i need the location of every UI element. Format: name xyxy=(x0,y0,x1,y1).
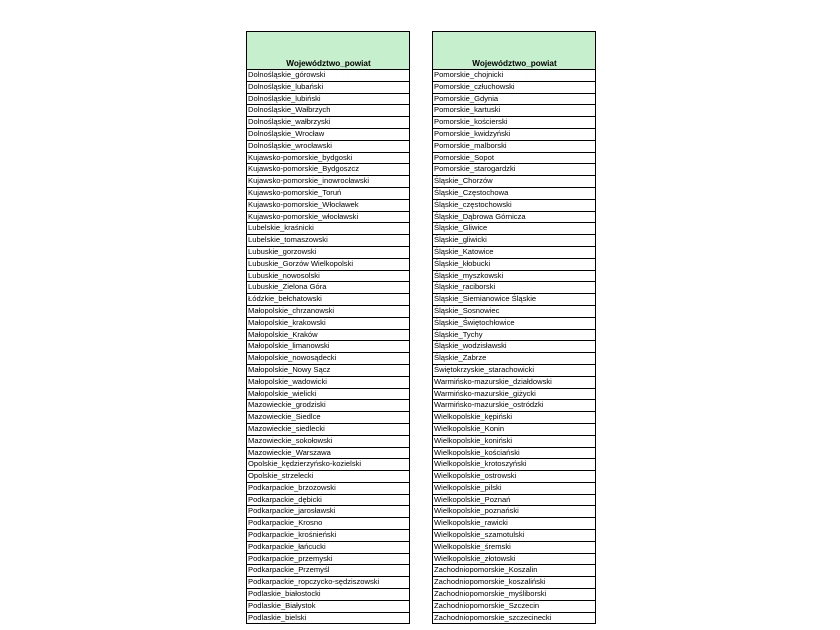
left-table-row xyxy=(247,187,410,199)
left-table-row xyxy=(247,412,410,424)
right-table-cell: Pomorskie_Gdynia xyxy=(433,93,596,105)
right-table-row xyxy=(433,187,596,199)
right-table-row xyxy=(433,235,596,247)
left-table-row xyxy=(247,164,410,176)
right-table-row xyxy=(433,364,596,376)
left-table-row xyxy=(247,317,410,329)
left-table-cell: Dolnośląskie_wałbrzyski xyxy=(247,117,410,129)
right-table-row xyxy=(433,282,596,294)
left-table-cell: Mazowieckie_Siedlce xyxy=(247,412,410,424)
left-table-row xyxy=(247,105,410,117)
right-table-cell: Zachodniopomorskie_Szczecin xyxy=(433,600,596,612)
right-table-cell: Warmińsko-mazurskie_giżycki xyxy=(433,388,596,400)
left-table-row xyxy=(247,435,410,447)
right-table-row xyxy=(433,600,596,612)
left-table-cell: Małopolskie_Nowy Sącz xyxy=(247,364,410,376)
left-table-row xyxy=(247,246,410,258)
right-table-row xyxy=(433,81,596,93)
left-table-cell: Podkarpackie_łańcucki xyxy=(247,541,410,553)
right-table-row xyxy=(433,423,596,435)
left-table-cell: Podkarpackie_brzozowski xyxy=(247,482,410,494)
right-table-row xyxy=(433,565,596,577)
right-table-row xyxy=(433,376,596,388)
left-table-row xyxy=(247,70,410,82)
right-table-cell: Śląskie_Katowice xyxy=(433,246,596,258)
right-table-row xyxy=(433,612,596,624)
left-table-row xyxy=(247,81,410,93)
left-table-cell: Dolnośląskie_lubiński xyxy=(247,93,410,105)
right-table-row xyxy=(433,128,596,140)
right-table-row xyxy=(433,164,596,176)
left-table-cell: Podkarpackie_krośnieński xyxy=(247,530,410,542)
right-table-cell: Wielkopolskie_poznański xyxy=(433,506,596,518)
right-table-cell: Wielkopolskie_kępiński xyxy=(433,412,596,424)
right-table-cell: Wielkopolskie_ostrowski xyxy=(433,471,596,483)
left-table-row xyxy=(247,329,410,341)
right-table-row xyxy=(433,246,596,258)
left-table-cell: Kujawsko-pomorskie_Toruń xyxy=(247,187,410,199)
right-table-cell: Wielkopolskie_rawicki xyxy=(433,518,596,530)
left-table-row xyxy=(247,506,410,518)
right-table xyxy=(432,31,596,624)
right-table-body xyxy=(433,70,596,624)
right-table-cell: Śląskie_raciborski xyxy=(433,282,596,294)
right-table-row xyxy=(433,471,596,483)
left-table-row xyxy=(247,294,410,306)
right-table-cell: Śląskie_częstochowski xyxy=(433,199,596,211)
left-table-row xyxy=(247,376,410,388)
left-table-row xyxy=(247,553,410,565)
left-table-row xyxy=(247,423,410,435)
right-table-row xyxy=(433,93,596,105)
right-table-cell: Pomorskie_człuchowski xyxy=(433,81,596,93)
left-table-row xyxy=(247,152,410,164)
right-table-row xyxy=(433,152,596,164)
left-table-cell: Podkarpackie_Przemyśl xyxy=(247,565,410,577)
right-table-cell: Wielkopolskie_krotoszyński xyxy=(433,459,596,471)
right-table-row xyxy=(433,223,596,235)
left-table-cell: Podkarpackie_przemyski xyxy=(247,553,410,565)
right-table-row xyxy=(433,518,596,530)
left-table-row xyxy=(247,128,410,140)
left-table-cell: Podkarpackie_jarosławski xyxy=(247,506,410,518)
left-table-row xyxy=(247,530,410,542)
right-table-cell: Zachodniopomorskie_Koszalin xyxy=(433,565,596,577)
right-table-row xyxy=(433,447,596,459)
left-table-row xyxy=(247,341,410,353)
right-table-row xyxy=(433,435,596,447)
left-table-row xyxy=(247,364,410,376)
left-table-cell: Podlaskie_białostocki xyxy=(247,589,410,601)
right-table-cell: Pomorskie_starogardzki xyxy=(433,164,596,176)
left-table-row xyxy=(247,589,410,601)
left-table-cell: Małopolskie_krakowski xyxy=(247,317,410,329)
right-table-row xyxy=(433,329,596,341)
left-table-row xyxy=(247,282,410,294)
right-table-cell: Śląskie_gliwicki xyxy=(433,235,596,247)
right-table-cell: Wielkopolskie_pilski xyxy=(433,482,596,494)
right-table-row xyxy=(433,482,596,494)
left-table-cell: Mazowieckie_Warszawa xyxy=(247,447,410,459)
right-table-cell: Wielkopolskie_szamotulski xyxy=(433,530,596,542)
left-table-row xyxy=(247,471,410,483)
left-table-row xyxy=(247,400,410,412)
left-table-row xyxy=(247,223,410,235)
right-table-row xyxy=(433,589,596,601)
right-table-row xyxy=(433,577,596,589)
left-table-cell: Podlaskie_bielski xyxy=(247,612,410,624)
right-table-row xyxy=(433,530,596,542)
right-table-row xyxy=(433,459,596,471)
right-table-row xyxy=(433,553,596,565)
right-table-row xyxy=(433,305,596,317)
right-column-header: Województwo_powiat xyxy=(433,32,596,70)
left-table-row xyxy=(247,258,410,270)
right-table-cell: Śląskie_Częstochowa xyxy=(433,187,596,199)
right-table-cell: Śląskie_Chorzów xyxy=(433,176,596,188)
right-table-cell: Pomorskie_kwidzyński xyxy=(433,128,596,140)
right-table-row xyxy=(433,388,596,400)
right-table-cell: Śląskie_Sosnowiec xyxy=(433,305,596,317)
right-table-row xyxy=(433,541,596,553)
right-table-row xyxy=(433,341,596,353)
left-table-cell: Podlaskie_Białystok xyxy=(247,600,410,612)
left-table-row xyxy=(247,565,410,577)
right-table-row xyxy=(433,258,596,270)
right-table-row xyxy=(433,270,596,282)
right-table-cell: Pomorskie_kościerski xyxy=(433,117,596,129)
left-table-cell: Kujawsko-pomorskie_inowrocławski xyxy=(247,176,410,188)
left-table-cell: Mazowieckie_siedlecki xyxy=(247,423,410,435)
right-table-row xyxy=(433,353,596,365)
left-table-row xyxy=(247,305,410,317)
left-table-cell: Dolnośląskie_wrocławski xyxy=(247,140,410,152)
left-table-row xyxy=(247,176,410,188)
left-table-cell: Łódzkie_bełchatowski xyxy=(247,294,410,306)
right-table-cell: Wielkopolskie_koniński xyxy=(433,435,596,447)
right-table-row xyxy=(433,211,596,223)
right-table-row xyxy=(433,294,596,306)
left-table-cell: Dolnośląskie_Wałbrzych xyxy=(247,105,410,117)
left-table-cell: Opolskie_kędzierzyńsko-kozielski xyxy=(247,459,410,471)
left-table-row xyxy=(247,211,410,223)
left-table-cell: Dolnośląskie_górowski xyxy=(247,70,410,82)
left-table-cell: Lubuskie_Gorzów Wielkopolski xyxy=(247,258,410,270)
right-table-row xyxy=(433,412,596,424)
left-table-cell: Lubelskie_tomaszowski xyxy=(247,235,410,247)
right-table-cell: Zachodniopomorskie_szczecinecki xyxy=(433,612,596,624)
left-table-cell: Kujawsko-pomorskie_włocławski xyxy=(247,211,410,223)
left-table-cell: Małopolskie_nowosądecki xyxy=(247,353,410,365)
right-table-cell: Warmińsko-mazurskie_ostródzki xyxy=(433,400,596,412)
left-table-cell: Podkarpackie_Krosno xyxy=(247,518,410,530)
right-table-row xyxy=(433,176,596,188)
right-table-cell: Śląskie_Gliwice xyxy=(433,223,596,235)
right-table-row xyxy=(433,105,596,117)
left-table-row xyxy=(247,541,410,553)
left-table-cell: Kujawsko-pomorskie_Włocławek xyxy=(247,199,410,211)
right-table-row xyxy=(433,140,596,152)
left-table-cell: Lubelskie_kraśnicki xyxy=(247,223,410,235)
left-table-cell: Dolnośląskie_lubański xyxy=(247,81,410,93)
left-table-cell: Lubuskie_Zielona Góra xyxy=(247,282,410,294)
left-table-cell: Małopolskie_Kraków xyxy=(247,329,410,341)
left-table-row xyxy=(247,600,410,612)
left-table-cell: Małopolskie_wielicki xyxy=(247,388,410,400)
left-table-cell: Mazowieckie_grodziski xyxy=(247,400,410,412)
right-table-cell: Zachodniopomorskie_koszaliński xyxy=(433,577,596,589)
left-table-row xyxy=(247,199,410,211)
right-table-cell: Zachodniopomorskie_myśliborski xyxy=(433,589,596,601)
right-table-cell: Pomorskie_Sopot xyxy=(433,152,596,164)
left-table-row xyxy=(247,447,410,459)
left-table-cell: Podkarpackie_ropczycko-sędziszowski xyxy=(247,577,410,589)
left-table-row xyxy=(247,518,410,530)
left-table-cell: Mazowieckie_sokołowski xyxy=(247,435,410,447)
right-table-cell: Warmińsko-mazurskie_działdowski xyxy=(433,376,596,388)
left-table-row xyxy=(247,353,410,365)
left-table-cell: Lubuskie_nowosolski xyxy=(247,270,410,282)
right-table-row xyxy=(433,506,596,518)
left-table-row xyxy=(247,577,410,589)
left-table-cell: Kujawsko-pomorskie_bydgoski xyxy=(247,152,410,164)
right-table-cell: Pomorskie_chojnicki xyxy=(433,70,596,82)
left-table-row xyxy=(247,140,410,152)
right-table-row xyxy=(433,70,596,82)
left-table-row xyxy=(247,93,410,105)
left-table-cell: Kujawsko-pomorskie_Bydgoszcz xyxy=(247,164,410,176)
left-table-row xyxy=(247,117,410,129)
right-table-cell: Pomorskie_kartuski xyxy=(433,105,596,117)
right-table-row xyxy=(433,400,596,412)
left-table-row xyxy=(247,459,410,471)
left-table xyxy=(246,31,410,624)
right-table-cell: Wielkopolskie_złotowski xyxy=(433,553,596,565)
right-table-cell: Wielkopolskie_kościański xyxy=(433,447,596,459)
left-table-cell: Małopolskie_limanowski xyxy=(247,341,410,353)
left-table-body xyxy=(247,70,410,624)
right-table-cell: Śląskie_Świętochłowice xyxy=(433,317,596,329)
right-table-cell: Śląskie_Dąbrowa Górnicza xyxy=(433,211,596,223)
left-table-cell: Małopolskie_chrzanowski xyxy=(247,305,410,317)
left-table-row xyxy=(247,270,410,282)
left-table-cell: Opolskie_strzelecki xyxy=(247,471,410,483)
right-table-cell: Świętokrzyskie_starachowicki xyxy=(433,364,596,376)
right-table-cell: Wielkopolskie_śremski xyxy=(433,541,596,553)
right-table-cell: Śląskie_Siemianowice Śląskie xyxy=(433,294,596,306)
left-table-cell: Dolnośląskie_Wrocław xyxy=(247,128,410,140)
right-table-cell: Śląskie_wodzisławski xyxy=(433,341,596,353)
left-table-row xyxy=(247,494,410,506)
left-table-row xyxy=(247,482,410,494)
right-table-row xyxy=(433,199,596,211)
right-table-cell: Pomorskie_malborski xyxy=(433,140,596,152)
right-table-cell: Śląskie_myszkowski xyxy=(433,270,596,282)
right-table-row xyxy=(433,117,596,129)
right-table-row xyxy=(433,494,596,506)
right-table-cell: Śląskie_kłobucki xyxy=(433,258,596,270)
right-table-cell: Śląskie_Tychy xyxy=(433,329,596,341)
left-table-cell: Lubuskie_gorzowski xyxy=(247,246,410,258)
right-table-cell: Wielkopolskie_Poznań xyxy=(433,494,596,506)
left-table-row xyxy=(247,235,410,247)
left-table-cell: Podkarpackie_dębicki xyxy=(247,494,410,506)
left-table-cell: Małopolskie_wadowicki xyxy=(247,376,410,388)
right-table-cell: Wielkopolskie_Konin xyxy=(433,423,596,435)
right-table-row xyxy=(433,317,596,329)
right-table-cell: Śląskie_Zabrze xyxy=(433,353,596,365)
left-column-header: Województwo_powiat xyxy=(247,32,410,70)
left-table-row xyxy=(247,388,410,400)
left-table-row xyxy=(247,612,410,624)
